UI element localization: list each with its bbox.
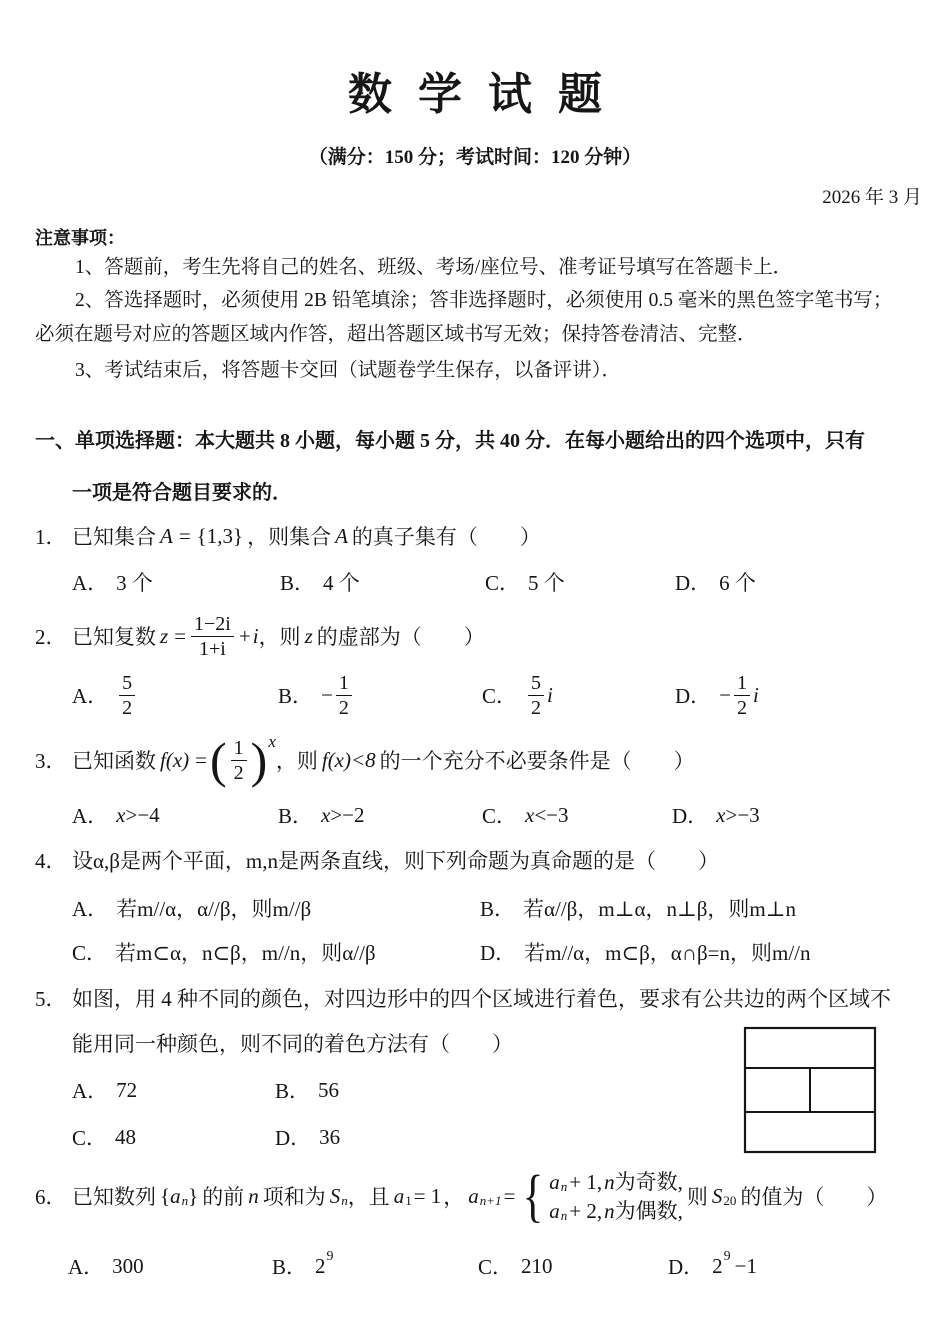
q3-option-c [482, 800, 569, 830]
option-sign: − [719, 682, 732, 707]
option-label: B． [280, 571, 316, 595]
question-5-stem-line-2: 能用同一种颜色，则不同的着色方法有（ ） [72, 1032, 513, 1056]
q4-option-c [72, 937, 376, 967]
math-var: z [304, 623, 313, 648]
fraction-numerator: 1 [336, 671, 352, 696]
fraction-denominator: 2 [338, 696, 349, 719]
exam-title: 数学试题 [348, 70, 628, 119]
math-var: a [468, 1183, 479, 1208]
stem-text: 如图，用 4 种不同的颜色，对四边形中的四个区域进行着色，要求有公共边的两个区域不 [72, 987, 891, 1011]
section-heading-line-1: 一、单项选择题：本大题共 8 小题，每小题 5 分，共 40 分．在每小题给出的四个选项中，只有 [35, 429, 865, 452]
stem-text: 的值为（ ） [740, 1185, 888, 1209]
option-text: 36 [319, 1124, 341, 1149]
math-brace-close: } [188, 1183, 199, 1208]
option-label: C． [482, 804, 518, 828]
math-expression: + 2, [569, 1198, 603, 1223]
math-op: + [238, 623, 251, 648]
question-2-stem [35, 607, 485, 665]
math-op: = [503, 1183, 516, 1208]
math-relation: >−2 [330, 802, 365, 827]
math-op: = [195, 747, 207, 772]
math-var: i [252, 623, 259, 648]
stem-text: ，则 [275, 749, 318, 773]
math-var: a [393, 1183, 405, 1208]
option-text: 若m//α，α//β，则m//β [116, 897, 312, 921]
section-heading-line-2: 一项是符合题目要求的． [72, 481, 292, 504]
option-label: C． [478, 1255, 514, 1279]
question-number: 6． [35, 1185, 67, 1209]
option-base: 2 [712, 1253, 723, 1278]
question-3-stem [35, 730, 695, 790]
option-suffix: i [547, 682, 553, 707]
option-text: 4 个 [323, 571, 360, 595]
q1-option-b [280, 567, 360, 597]
case-condition: 为偶数, [614, 1198, 683, 1223]
q5-option-d [275, 1122, 340, 1152]
option-base: 2 [315, 1253, 326, 1278]
fraction-denominator: 1+i [199, 637, 226, 660]
math-op: = [174, 623, 187, 648]
q4-option-b [480, 893, 796, 923]
stem-text: 设α,β是两个平面，m,n是两条直线，则下列命题为真命题的是（ ） [72, 849, 720, 873]
option-label: D． [480, 941, 517, 965]
question-5-stem-line-1 [35, 983, 891, 1013]
math-expression: + 1, [569, 1169, 603, 1194]
notice-item-2-line-2: 必须在题号对应的答题区域内作答，超出答题区域书写无效；保持答卷清洁、完整． [35, 324, 757, 345]
math-subscript: n [181, 1193, 189, 1208]
stem-text: 的真子集有（ ） [351, 525, 541, 549]
stem-text: 项和为 [262, 1185, 326, 1209]
exponent: x [268, 732, 276, 751]
option-superscript: 9 [326, 1249, 334, 1264]
math-var: n [248, 1183, 259, 1208]
fraction [528, 671, 544, 720]
math-var: n [604, 1198, 615, 1223]
question-6-stem [35, 1163, 887, 1229]
fraction-numerator: 5 [528, 671, 544, 696]
q2-option-d [675, 666, 759, 724]
fraction-denominator: 2 [122, 696, 133, 719]
option-label: A． [72, 1079, 109, 1103]
question-number: 2． [35, 625, 67, 649]
stem-text: 已知集合 [72, 525, 156, 549]
math-var: n [604, 1169, 615, 1194]
fraction-numerator: 5 [119, 671, 135, 696]
q6-option-b [272, 1250, 334, 1282]
piecewise-case-1 [549, 1167, 683, 1196]
option-label: C． [482, 684, 518, 708]
option-label: A． [72, 571, 109, 595]
option-text: 210 [521, 1253, 553, 1278]
q4-option-d [480, 937, 811, 967]
option-label: D． [668, 1255, 705, 1279]
option-label: D． [675, 684, 712, 708]
option-text: 6 个 [719, 571, 756, 595]
stem-text: ，则集合 [247, 525, 332, 549]
q2-option-b [278, 666, 355, 724]
q3-option-a [72, 800, 160, 830]
question-number: 1． [35, 525, 67, 549]
question-4-stem [35, 845, 719, 875]
question-number: 3． [35, 749, 67, 773]
q5-option-b [275, 1075, 339, 1105]
math-var: z [160, 623, 169, 648]
piecewise-brace: { [522, 1163, 544, 1228]
stem-text: ，且 [347, 1185, 390, 1209]
exam-date: 2026 年 3 月 [822, 186, 922, 208]
fraction [191, 612, 234, 661]
option-text: 若m//α，m⊂β，α∩β=n，则m//n [524, 941, 811, 965]
math-subscript: n+1 [479, 1193, 502, 1208]
math-brace-open: { [160, 1183, 171, 1208]
exam-subtitle: （满分：150 分；考试时间：120 分钟） [308, 146, 642, 168]
option-label: A． [72, 897, 109, 921]
stem-text: 的一个充分不必要条件是（ ） [379, 749, 695, 773]
math-var: S [711, 1183, 723, 1208]
notice-item-2-line-1: 2、答选择题时，必须使用 2B 铅笔填涂；答非选择题时，必须使用 0.5 毫米的黑色签字笔书写； [75, 290, 893, 311]
fraction-denominator: 2 [233, 761, 244, 784]
option-text: 若α//β，m⊥α，n⊥β，则m⊥n [523, 897, 796, 921]
math-relation: >−4 [125, 802, 160, 827]
fraction [734, 671, 750, 720]
math-subscript: n [560, 1207, 568, 1223]
math-relation: <−3 [534, 802, 569, 827]
q5-option-c [72, 1122, 136, 1152]
q6-option-c [478, 1250, 553, 1282]
q1-option-c [485, 567, 565, 597]
stem-text: 已知函数 [72, 749, 156, 773]
option-label: C． [485, 571, 521, 595]
fraction-denominator: 2 [737, 696, 748, 719]
option-label: C． [72, 1126, 108, 1150]
option-text: 300 [112, 1253, 144, 1278]
option-label: D． [675, 571, 712, 595]
fraction-numerator: 1−2i [191, 612, 234, 637]
math-subscript: n [341, 1193, 348, 1208]
stem-text: 的虚部为（ ） [316, 625, 485, 649]
piecewise-case-2 [549, 1196, 683, 1225]
big-paren-open: ( [210, 732, 227, 788]
option-text: 3 个 [116, 571, 153, 595]
option-tail: −1 [734, 1253, 758, 1278]
stem-text: 则 [686, 1185, 708, 1209]
stem-text: 已知复数 [72, 625, 156, 649]
q1-option-d [675, 567, 756, 597]
big-paren-close: ) [250, 732, 268, 788]
stem-text: 的前 [202, 1185, 245, 1209]
option-text: 若m⊂α，n⊂β，m//n，则α//β [115, 941, 376, 965]
option-sign: − [321, 682, 333, 707]
q6-option-a [68, 1250, 144, 1282]
option-label: A． [68, 1255, 105, 1279]
notice-item-1: 1、答题前，考生先将自己的姓名、班级、考场/座位号、准考证号填写在答题卡上． [75, 257, 793, 278]
fraction-numerator: 1 [231, 736, 247, 761]
fraction-denominator: 2 [531, 696, 542, 719]
math-inequality: f(x)<8 [321, 747, 376, 772]
option-text: 48 [115, 1124, 137, 1149]
option-superscript: 9 [723, 1249, 731, 1264]
math-var: a [549, 1198, 560, 1223]
q3-option-d [672, 800, 760, 830]
question-1-stem [35, 520, 541, 552]
math-var: A [335, 523, 348, 548]
q5-option-a [72, 1075, 137, 1105]
math-function: f(x) [160, 747, 190, 772]
option-text: 56 [318, 1077, 340, 1102]
math-var: x [116, 802, 126, 827]
fraction-numerator: 1 [734, 671, 750, 696]
q1-option-a [72, 567, 153, 597]
q2-option-c [482, 666, 553, 724]
fraction [231, 736, 247, 785]
option-label: B． [275, 1079, 311, 1103]
math-subscript: n [560, 1178, 568, 1194]
piecewise-cases [549, 1167, 683, 1225]
notice-item-3: 3、考试结束后，将答题卡交回（试题卷学生保存，以备评讲）． [75, 360, 622, 381]
option-label: B． [272, 1255, 308, 1279]
math-subscript: 1 [405, 1193, 412, 1208]
q3-option-b [278, 800, 365, 830]
option-label: C． [72, 941, 108, 965]
math-subscript: 20 [723, 1193, 737, 1208]
question-number: 4． [35, 849, 67, 873]
math-var: x [716, 802, 726, 827]
math-set: {1,3} [196, 523, 244, 548]
option-label: D． [672, 804, 709, 828]
option-label: D． [275, 1126, 312, 1150]
math-relation: >−3 [725, 802, 760, 827]
option-label: A． [72, 804, 109, 828]
q6-option-d [668, 1250, 757, 1282]
math-op: = [178, 523, 191, 548]
math-var: x [321, 802, 331, 827]
fraction [119, 671, 135, 720]
math-var: a [549, 1169, 560, 1194]
stem-text: ， [443, 1185, 465, 1209]
option-label: B． [480, 897, 516, 921]
option-text: 5 个 [528, 571, 565, 595]
option-suffix: i [753, 682, 759, 707]
notice-heading: 注意事项： [35, 228, 125, 248]
math-var: A [160, 523, 173, 548]
math-var: a [170, 1183, 181, 1208]
option-text: 72 [116, 1077, 138, 1102]
stem-text: ，则 [258, 625, 301, 649]
math-equation: = 1 [413, 1183, 442, 1208]
quadrilateral-figure [743, 1026, 879, 1156]
option-label: B． [278, 684, 314, 708]
option-label: B． [278, 804, 314, 828]
q4-option-a [72, 893, 311, 923]
option-label: A． [72, 684, 109, 708]
q2-option-a [72, 666, 138, 724]
case-condition: 为奇数, [614, 1169, 683, 1194]
stem-text: 已知数列 [72, 1185, 156, 1209]
fraction [336, 671, 352, 720]
question-number: 5． [35, 987, 67, 1011]
math-var: S [329, 1183, 341, 1208]
math-var: x [525, 802, 535, 827]
